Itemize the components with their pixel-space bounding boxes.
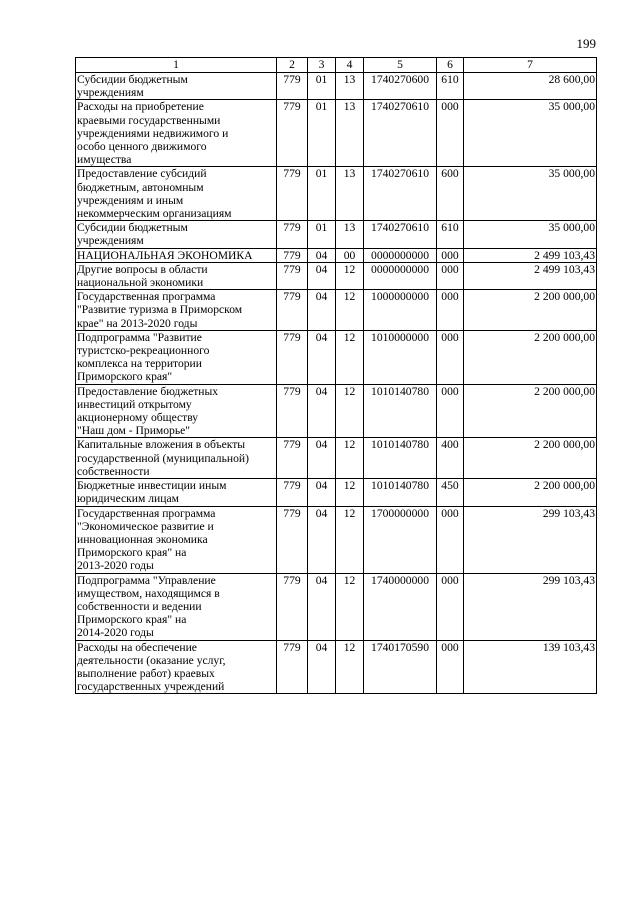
- expense-name-line: Подпрограмма "Развитие: [77, 330, 202, 344]
- cell-admin-code: 779: [277, 221, 308, 248]
- table-row: [76, 167, 597, 221]
- expense-name-line: собственности и ведении: [77, 599, 202, 613]
- expense-name-line: Приморского края": [77, 370, 173, 384]
- cell-admin-code: 779: [277, 262, 308, 289]
- expense-name-line: Приморского края" на: [77, 613, 187, 627]
- cell-expense-name: [76, 640, 277, 694]
- cell-amount: 2 200 000,00: [464, 479, 597, 506]
- table-row: [76, 640, 597, 694]
- cell-amount: 35 000,00: [464, 221, 597, 248]
- table-row: [76, 330, 597, 384]
- cell-subsection: 13: [336, 167, 364, 221]
- cell-expense-type: 000: [437, 640, 464, 694]
- expense-name-line: Подпрограмма "Управление: [77, 573, 216, 587]
- cell-target-article: 1740000000: [364, 573, 437, 640]
- cell-target-article: 1010140780: [364, 438, 437, 479]
- cell-target-article: 1740170590: [364, 640, 437, 694]
- page-number: 199: [576, 36, 596, 51]
- cell-amount: 139 103,43: [464, 640, 597, 694]
- expense-name-line: "Наш дом - Приморье": [77, 424, 191, 438]
- expense-name-line: Предоставление субсидий: [77, 167, 207, 181]
- cell-expense-type: 000: [437, 100, 464, 167]
- cell-expense-type: 600: [437, 167, 464, 221]
- cell-section: 04: [308, 290, 336, 331]
- budget-table: [75, 57, 597, 694]
- cell-admin-code: 779: [277, 438, 308, 479]
- cell-subsection: 12: [336, 506, 364, 573]
- cell-admin-code: 779: [277, 248, 308, 262]
- cell-amount: 35 000,00: [464, 167, 597, 221]
- cell-section: 01: [308, 167, 336, 221]
- expense-name-line: имущества: [77, 153, 132, 167]
- cell-section: 04: [308, 438, 336, 479]
- cell-expense-type: 000: [437, 248, 464, 262]
- cell-expense-type: 610: [437, 221, 464, 248]
- expense-name-line: некоммерческим организациям: [77, 207, 232, 221]
- table-body: [76, 73, 597, 694]
- expense-name-line: туристско-рекреационного: [77, 344, 210, 358]
- cell-expense-type: 000: [437, 573, 464, 640]
- cell-subsection: 12: [336, 262, 364, 289]
- cell-admin-code: 779: [277, 290, 308, 331]
- cell-expense-name: [76, 248, 277, 262]
- cell-subsection: 00: [336, 248, 364, 262]
- expense-name-line: Приморского края" на: [77, 546, 187, 560]
- expense-name-line: особо ценного движимого: [77, 140, 207, 154]
- cell-amount: 299 103,43: [464, 573, 597, 640]
- cell-amount: 2 200 000,00: [464, 438, 597, 479]
- column-header: 3: [308, 58, 336, 73]
- expense-name-line: Предоставление бюджетных: [77, 384, 219, 398]
- cell-section: 01: [308, 100, 336, 167]
- cell-target-article: 1740270610: [364, 100, 437, 167]
- cell-expense-type: 000: [437, 330, 464, 384]
- expense-name-line: Капитальные вложения в объекты: [77, 438, 246, 452]
- cell-amount: 2 200 000,00: [464, 330, 597, 384]
- expense-name-line: Государственная программа: [77, 290, 216, 304]
- cell-expense-name: [76, 100, 277, 167]
- column-header: 6: [437, 58, 464, 73]
- cell-target-article: 0000000000: [364, 262, 437, 289]
- expense-name-line: учреждениям: [77, 234, 144, 248]
- expense-name-line: "Экономическое развитие и: [77, 519, 214, 533]
- expense-name-line: деятельности (оказание услуг,: [77, 653, 226, 667]
- column-header: 1: [76, 58, 277, 73]
- cell-subsection: 13: [336, 73, 364, 100]
- cell-expense-name: [76, 221, 277, 248]
- cell-amount: 28 600,00: [464, 73, 597, 100]
- cell-expense-type: 400: [437, 438, 464, 479]
- expense-name-line: НАЦИОНАЛЬНАЯ ЭКОНОМИКА: [77, 248, 253, 262]
- cell-target-article: 1010140780: [364, 479, 437, 506]
- cell-section: 04: [308, 248, 336, 262]
- cell-section: 04: [308, 573, 336, 640]
- expense-name-line: учреждениям: [77, 86, 144, 100]
- cell-subsection: 12: [336, 573, 364, 640]
- cell-expense-type: 610: [437, 73, 464, 100]
- cell-subsection: 12: [336, 479, 364, 506]
- expense-name-line: Другие вопросы в области: [77, 262, 208, 276]
- cell-target-article: 1000000000: [364, 290, 437, 331]
- expense-name-line: национальной экономики: [77, 276, 204, 290]
- column-header: 2: [277, 58, 308, 73]
- cell-expense-type: 000: [437, 384, 464, 438]
- expense-name-line: краевыми государственными: [77, 113, 221, 127]
- cell-target-article: 1740270610: [364, 167, 437, 221]
- cell-expense-type: 000: [437, 506, 464, 573]
- expense-name-line: акционерному обществу: [77, 411, 199, 425]
- cell-admin-code: 779: [277, 384, 308, 438]
- table-row: [76, 73, 597, 100]
- cell-subsection: 12: [336, 330, 364, 384]
- cell-subsection: 13: [336, 100, 364, 167]
- cell-amount: 35 000,00: [464, 100, 597, 167]
- table-row: [76, 100, 597, 167]
- column-header: 7: [464, 58, 597, 73]
- expense-name-line: учреждениями недвижимого и: [77, 126, 229, 140]
- cell-target-article: 0000000000: [364, 248, 437, 262]
- expense-name-line: имуществом, находящимся в: [77, 586, 220, 600]
- table-row: [76, 290, 597, 331]
- cell-target-article: 1740270610: [364, 221, 437, 248]
- cell-admin-code: 779: [277, 330, 308, 384]
- cell-amount: 2 200 000,00: [464, 384, 597, 438]
- expense-name-line: 2013-2020 годы: [77, 559, 154, 573]
- cell-expense-name: [76, 506, 277, 573]
- table-row: [76, 248, 597, 262]
- column-header: 4: [336, 58, 364, 73]
- cell-admin-code: 779: [277, 100, 308, 167]
- expense-name-line: комплекса на территории: [77, 357, 202, 371]
- cell-expense-type: 000: [437, 290, 464, 331]
- cell-admin-code: 779: [277, 573, 308, 640]
- expense-name-line: Государственная программа: [77, 506, 216, 520]
- expense-name-line: бюджетным, автономным: [77, 180, 204, 194]
- expense-name-line: Субсидии бюджетным: [77, 221, 188, 235]
- cell-subsection: 12: [336, 290, 364, 331]
- expense-name-line: инновационная экономика: [77, 532, 208, 546]
- cell-expense-type: 000: [437, 262, 464, 289]
- expense-name-line: Расходы на приобретение: [77, 100, 204, 114]
- expense-name-line: "Развитие туризма в Приморском: [77, 303, 243, 317]
- expense-name-line: государственных учреждений: [77, 680, 225, 694]
- cell-expense-name: [76, 167, 277, 221]
- expense-name-line: крае" на 2013-2020 годы: [77, 316, 198, 330]
- expense-name-line: Бюджетные инвестиции иным: [77, 479, 227, 493]
- cell-section: 04: [308, 640, 336, 694]
- cell-admin-code: 779: [277, 479, 308, 506]
- cell-target-article: 1010000000: [364, 330, 437, 384]
- expense-name-line: юридическим лицам: [77, 492, 179, 506]
- cell-admin-code: 779: [277, 73, 308, 100]
- cell-target-article: 1740270600: [364, 73, 437, 100]
- cell-expense-name: [76, 262, 277, 289]
- cell-section: 01: [308, 73, 336, 100]
- cell-expense-name: [76, 384, 277, 438]
- cell-admin-code: 779: [277, 167, 308, 221]
- expense-name-line: Субсидии бюджетным: [77, 73, 188, 86]
- table-row: [76, 384, 597, 438]
- cell-target-article: 1700000000: [364, 506, 437, 573]
- cell-section: 04: [308, 330, 336, 384]
- cell-amount: 2 200 000,00: [464, 290, 597, 331]
- cell-amount: 299 103,43: [464, 506, 597, 573]
- cell-section: 01: [308, 221, 336, 248]
- cell-expense-name: [76, 73, 277, 100]
- cell-amount: 2 499 103,43: [464, 262, 597, 289]
- expense-name-line: собственности: [77, 464, 150, 478]
- expense-name-line: Расходы на обеспечение: [77, 640, 197, 654]
- table-row: [76, 506, 597, 573]
- table-row: [76, 573, 597, 640]
- cell-subsection: 12: [336, 438, 364, 479]
- cell-target-article: 1010140780: [364, 384, 437, 438]
- cell-expense-type: 450: [437, 479, 464, 506]
- cell-expense-name: [76, 290, 277, 331]
- cell-expense-name: [76, 330, 277, 384]
- cell-expense-name: [76, 573, 277, 640]
- cell-section: 04: [308, 384, 336, 438]
- cell-expense-name: [76, 479, 277, 506]
- cell-section: 04: [308, 479, 336, 506]
- table-row: [76, 479, 597, 506]
- cell-subsection: 12: [336, 640, 364, 694]
- column-header: 5: [364, 58, 437, 73]
- table-row: [76, 221, 597, 248]
- column-header-row: [76, 58, 597, 73]
- expense-name-line: государственной (муниципальной): [77, 451, 249, 465]
- cell-admin-code: 779: [277, 640, 308, 694]
- cell-subsection: 13: [336, 221, 364, 248]
- table-row: [76, 262, 597, 289]
- expense-name-line: учреждениям и иным: [77, 193, 184, 207]
- expense-name-line: инвестиций открытому: [77, 397, 192, 411]
- table-row: [76, 438, 597, 479]
- cell-section: 04: [308, 262, 336, 289]
- cell-admin-code: 779: [277, 506, 308, 573]
- cell-expense-name: [76, 438, 277, 479]
- expense-name-line: 2014-2020 годы: [77, 626, 154, 640]
- expense-name-line: выполнение работ) краевых: [77, 666, 215, 680]
- cell-section: 04: [308, 506, 336, 573]
- cell-subsection: 12: [336, 384, 364, 438]
- cell-amount: 2 499 103,43: [464, 248, 597, 262]
